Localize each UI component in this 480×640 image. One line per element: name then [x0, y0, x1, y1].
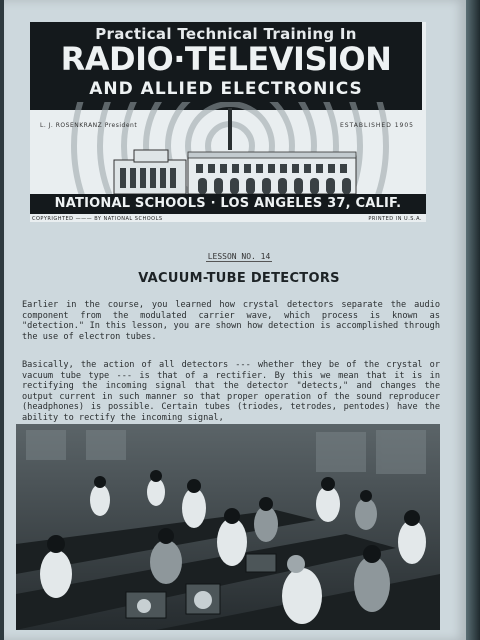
established-year: ESTABLISHED 1905 [339, 122, 414, 129]
classroom-photograph [16, 424, 440, 630]
banner-tagline: Practical Technical Training In [95, 25, 357, 43]
banner-main-title: RADIO·TELEVISION [60, 40, 392, 78]
banner-subtitle: AND ALLIED ELECTRONICS [89, 79, 363, 99]
lesson-title: VACUUM-TUBE DETECTORS [138, 271, 340, 286]
banner-address-bar [30, 194, 426, 214]
document-page [4, 0, 466, 640]
background-edge [466, 0, 480, 640]
paragraph-rectifier: Basically, the action of all detectors --- whether they be of the crystal or vacuum tube type --- is that of a rectifier. By this we mean that it is in rectifying the incoming signal that the detector "detects," and changes the output current in such manner so that proper operation of the sound reproducer (headphones) is possible. Certain tubes (triodes, tetrodes, pentodes) have the ability to rectify the incoming signal, [22, 360, 440, 423]
school-address: NATIONAL SCHOOLS · LOS ANGELES 37, CALIF. [54, 196, 402, 211]
copyright-notice: COPYRIGHTED ——— BY NATIONAL SCHOOLS [32, 216, 163, 222]
president-credit: L. J. ROSENKRANZ President [40, 122, 138, 129]
banner-title-block [30, 22, 422, 110]
lesson-number: LESSON NO. 14 [207, 252, 271, 261]
letterhead-banner [30, 22, 426, 222]
paragraph-intro: Earlier in the course, you learned how crystal detectors separate the audio component from the modulated carrier wave, which process is known as "detection." In this lesson, you are shown how detection is accomplished through the use of electron tubes. [22, 300, 440, 342]
school-building-illustration [30, 102, 426, 194]
printed-notice: PRINTED IN U.S.A. [368, 216, 422, 222]
